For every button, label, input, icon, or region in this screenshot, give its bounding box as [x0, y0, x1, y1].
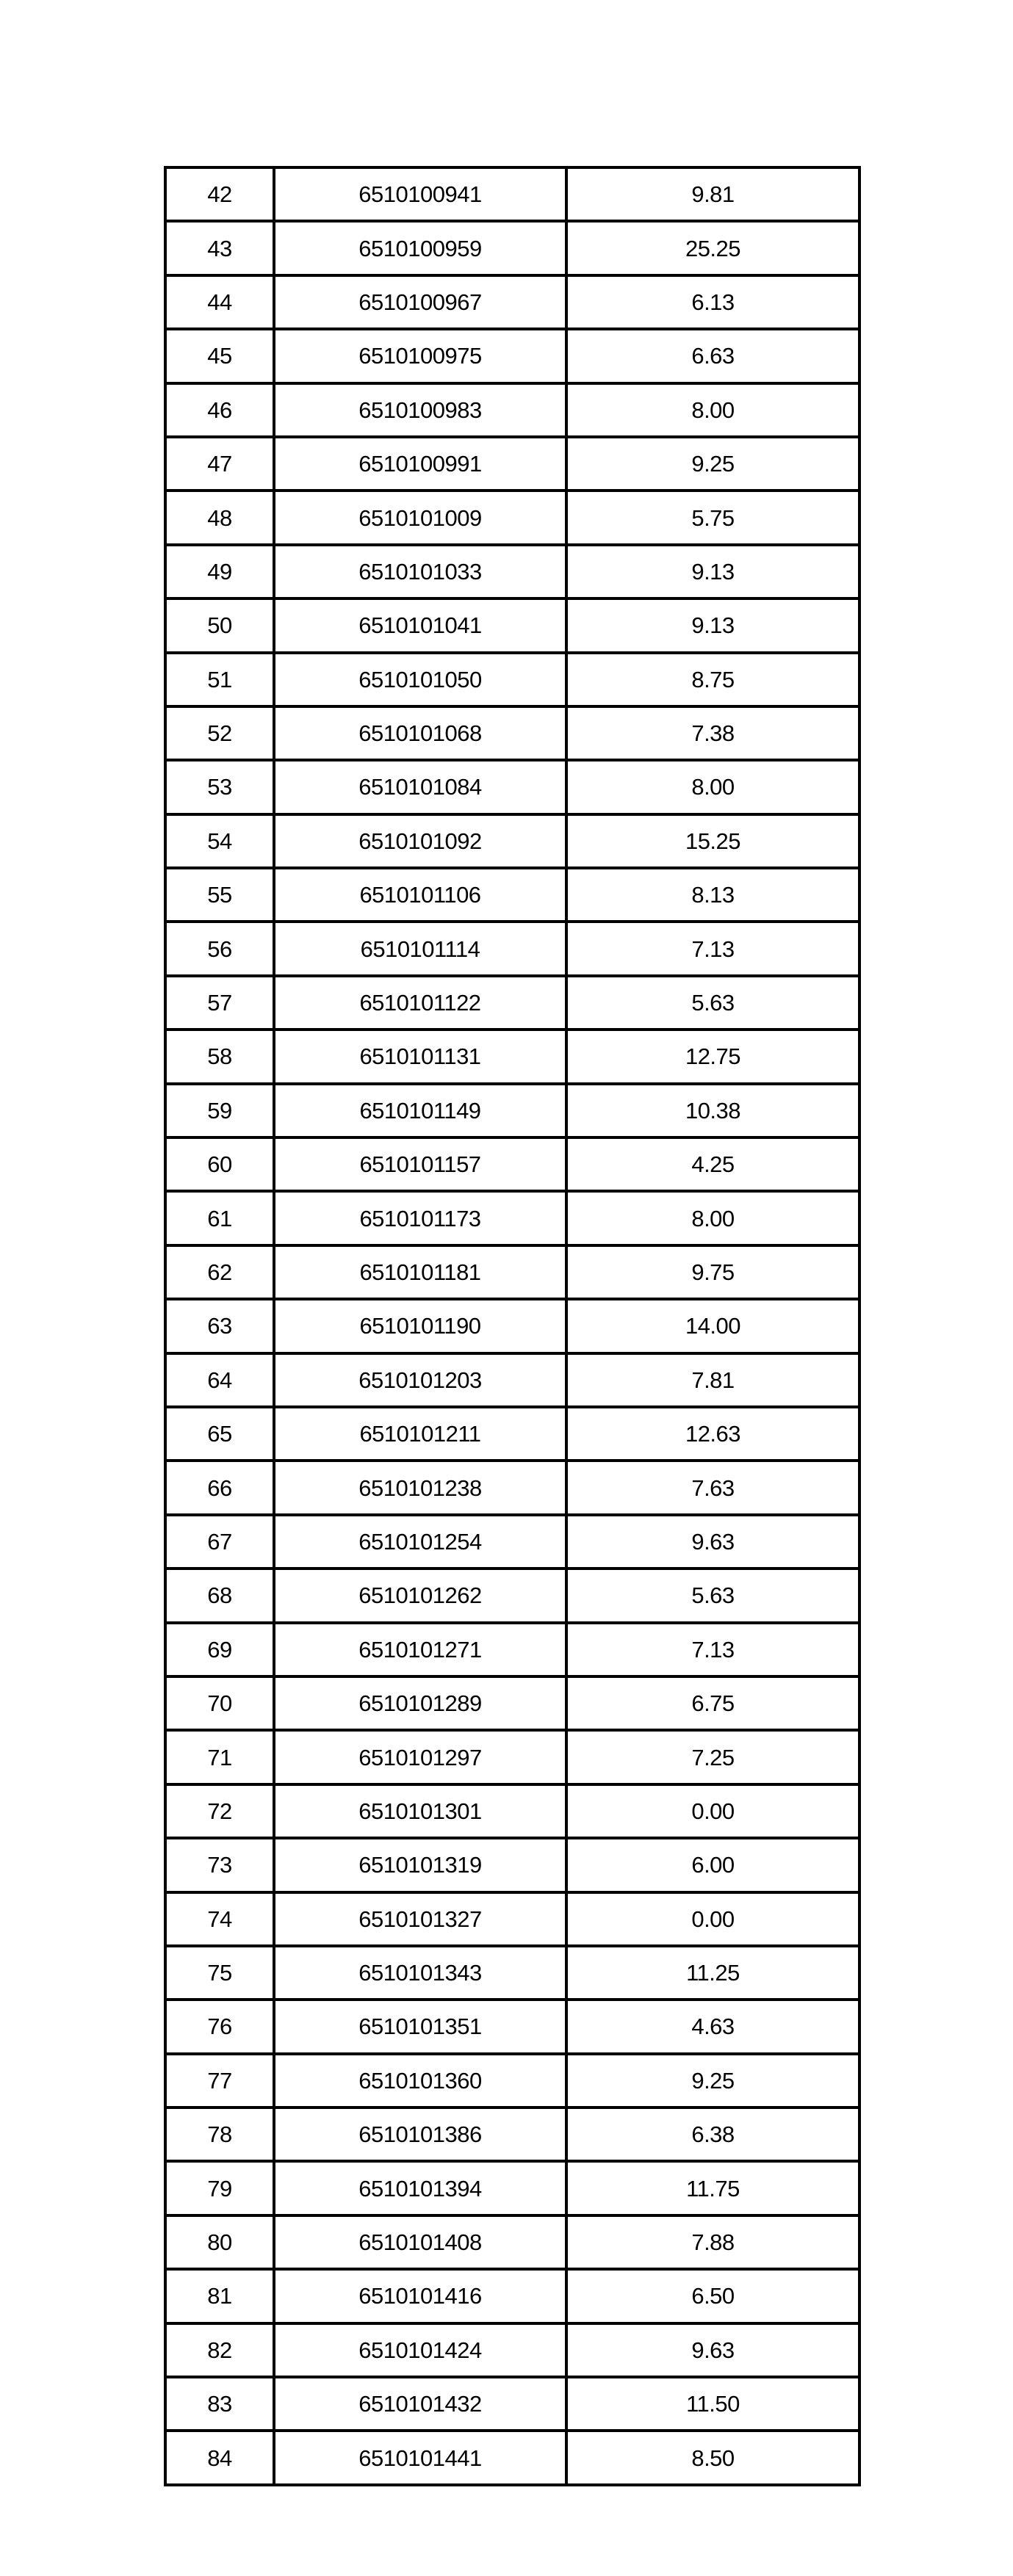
row-number-cell: 64	[165, 1353, 274, 1407]
table-row	[165, 167, 859, 221]
student-id-cell: 6510101254	[274, 1515, 566, 1569]
score-cell: 10.38	[566, 1084, 859, 1137]
row-number-cell: 71	[165, 1730, 274, 1784]
score-cell: 11.25	[566, 1946, 859, 2000]
score-cell: 7.88	[566, 2215, 859, 2269]
student-id-cell: 6510101386	[274, 2108, 566, 2161]
score-cell: 7.13	[566, 1623, 859, 1676]
row-number-cell: 80	[165, 2215, 274, 2269]
score-cell: 7.81	[566, 1353, 859, 1407]
table-row	[165, 2323, 859, 2377]
row-number-cell: 49	[165, 545, 274, 598]
table-row	[165, 868, 859, 922]
student-id-cell: 6510100967	[274, 275, 566, 329]
row-number-cell: 47	[165, 437, 274, 491]
student-id-cell: 6510101262	[274, 1569, 566, 1622]
score-cell: 4.25	[566, 1137, 859, 1191]
table-row	[165, 1676, 859, 1730]
table-row	[165, 275, 859, 329]
table-row	[165, 1137, 859, 1191]
student-id-cell: 6510101106	[274, 868, 566, 922]
row-number-cell: 68	[165, 1569, 274, 1622]
table-row	[165, 1407, 859, 1461]
student-id-cell: 6510101408	[274, 2215, 566, 2269]
row-number-cell: 52	[165, 706, 274, 760]
table-row	[165, 1353, 859, 1407]
table-row	[165, 2108, 859, 2161]
table-row	[165, 2269, 859, 2323]
table-row	[165, 437, 859, 491]
student-id-cell: 6510101181	[274, 1245, 566, 1299]
score-cell: 9.25	[566, 437, 859, 491]
table-row	[165, 1892, 859, 1946]
student-id-cell: 6510101416	[274, 2269, 566, 2323]
row-number-cell: 66	[165, 1461, 274, 1514]
row-number-cell: 81	[165, 2269, 274, 2323]
score-cell: 8.00	[566, 383, 859, 437]
row-number-cell: 51	[165, 653, 274, 706]
table-row	[165, 1946, 859, 2000]
score-cell: 6.75	[566, 1676, 859, 1730]
row-number-cell: 46	[165, 383, 274, 437]
score-cell: 8.00	[566, 1191, 859, 1245]
student-id-cell: 6510101394	[274, 2161, 566, 2215]
row-number-cell: 65	[165, 1407, 274, 1461]
row-number-cell: 62	[165, 1245, 274, 1299]
score-cell: 12.75	[566, 1030, 859, 1083]
table-row	[165, 1084, 859, 1137]
score-cell: 9.75	[566, 1245, 859, 1299]
row-number-cell: 72	[165, 1784, 274, 1838]
table-row	[165, 2431, 859, 2484]
score-cell: 5.63	[566, 1569, 859, 1622]
table-row	[165, 1461, 859, 1514]
score-cell: 25.25	[566, 221, 859, 275]
table-row	[165, 491, 859, 544]
row-number-cell: 83	[165, 2377, 274, 2431]
row-number-cell: 74	[165, 1892, 274, 1946]
score-cell: 11.50	[566, 2377, 859, 2431]
score-cell: 9.63	[566, 2323, 859, 2377]
table-row	[165, 2215, 859, 2269]
score-cell: 7.25	[566, 1730, 859, 1784]
row-number-cell: 78	[165, 2108, 274, 2161]
score-cell: 7.13	[566, 922, 859, 975]
score-cell: 5.75	[566, 491, 859, 544]
score-cell: 4.63	[566, 2000, 859, 2053]
table-row	[165, 760, 859, 814]
row-number-cell: 84	[165, 2431, 274, 2484]
student-id-cell: 6510101238	[274, 1461, 566, 1514]
student-id-cell: 6510101114	[274, 922, 566, 975]
score-cell: 7.38	[566, 706, 859, 760]
student-id-cell: 6510101173	[274, 1191, 566, 1245]
score-cell: 8.13	[566, 868, 859, 922]
row-number-cell: 63	[165, 1299, 274, 1353]
score-cell: 15.25	[566, 814, 859, 868]
student-id-cell: 6510101289	[274, 1676, 566, 1730]
student-id-cell: 6510101041	[274, 598, 566, 652]
table-row	[165, 1784, 859, 1838]
row-number-cell: 58	[165, 1030, 274, 1083]
score-cell: 8.50	[566, 2431, 859, 2484]
row-number-cell: 44	[165, 275, 274, 329]
row-number-cell: 67	[165, 1515, 274, 1569]
student-id-cell: 6510101122	[274, 976, 566, 1030]
table-row	[165, 922, 859, 975]
score-cell: 9.13	[566, 598, 859, 652]
row-number-cell: 55	[165, 868, 274, 922]
row-number-cell: 69	[165, 1623, 274, 1676]
row-number-cell: 82	[165, 2323, 274, 2377]
row-number-cell: 57	[165, 976, 274, 1030]
table-row	[165, 545, 859, 598]
table-row	[165, 1191, 859, 1245]
score-cell: 5.63	[566, 976, 859, 1030]
row-number-cell: 54	[165, 814, 274, 868]
student-id-cell: 6510101327	[274, 1892, 566, 1946]
student-id-cell: 6510101319	[274, 1838, 566, 1892]
student-id-cell: 6510100983	[274, 383, 566, 437]
row-number-cell: 73	[165, 1838, 274, 1892]
score-table-body	[165, 167, 859, 2485]
score-cell: 6.38	[566, 2108, 859, 2161]
score-cell: 9.25	[566, 2054, 859, 2108]
student-id-cell: 6510101068	[274, 706, 566, 760]
score-cell: 7.63	[566, 1461, 859, 1514]
table-row	[165, 383, 859, 437]
table-row	[165, 1838, 859, 1892]
row-number-cell: 77	[165, 2054, 274, 2108]
table-row	[165, 2377, 859, 2431]
table-row	[165, 598, 859, 652]
score-cell: 8.75	[566, 653, 859, 706]
row-number-cell: 50	[165, 598, 274, 652]
score-cell: 11.75	[566, 2161, 859, 2215]
student-id-cell: 6510101203	[274, 1353, 566, 1407]
student-id-cell: 6510100941	[274, 167, 566, 221]
student-id-cell: 6510101424	[274, 2323, 566, 2377]
table-row	[165, 976, 859, 1030]
row-number-cell: 45	[165, 329, 274, 383]
row-number-cell: 42	[165, 167, 274, 221]
student-id-cell: 6510101343	[274, 1946, 566, 2000]
score-cell: 6.13	[566, 275, 859, 329]
table-row	[165, 221, 859, 275]
table-row	[165, 706, 859, 760]
student-id-cell: 6510101149	[274, 1084, 566, 1137]
score-cell: 9.81	[566, 167, 859, 221]
student-id-cell: 6510101211	[274, 1407, 566, 1461]
row-number-cell: 59	[165, 1084, 274, 1137]
row-number-cell: 53	[165, 760, 274, 814]
table-row	[165, 329, 859, 383]
student-id-cell: 6510101351	[274, 2000, 566, 2053]
row-number-cell: 79	[165, 2161, 274, 2215]
table-row	[165, 814, 859, 868]
row-number-cell: 48	[165, 491, 274, 544]
table-row	[165, 1730, 859, 1784]
score-table	[164, 166, 861, 2486]
student-id-cell: 6510100975	[274, 329, 566, 383]
table-row	[165, 1569, 859, 1622]
student-id-cell: 6510100991	[274, 437, 566, 491]
score-cell: 6.63	[566, 329, 859, 383]
student-id-cell: 6510101271	[274, 1623, 566, 1676]
student-id-cell: 6510101190	[274, 1299, 566, 1353]
table-row	[165, 1623, 859, 1676]
table-row	[165, 653, 859, 706]
student-id-cell: 6510101432	[274, 2377, 566, 2431]
student-id-cell: 6510100959	[274, 221, 566, 275]
table-row	[165, 2161, 859, 2215]
row-number-cell: 56	[165, 922, 274, 975]
student-id-cell: 6510101009	[274, 491, 566, 544]
student-id-cell: 6510101092	[274, 814, 566, 868]
score-cell: 9.63	[566, 1515, 859, 1569]
table-row	[165, 2000, 859, 2053]
score-cell: 12.63	[566, 1407, 859, 1461]
student-id-cell: 6510101441	[274, 2431, 566, 2484]
student-id-cell: 6510101084	[274, 760, 566, 814]
table-row	[165, 1030, 859, 1083]
student-id-cell: 6510101131	[274, 1030, 566, 1083]
score-cell: 8.00	[566, 760, 859, 814]
table-row	[165, 2054, 859, 2108]
row-number-cell: 75	[165, 1946, 274, 2000]
score-cell: 0.00	[566, 1892, 859, 1946]
row-number-cell: 70	[165, 1676, 274, 1730]
score-cell: 0.00	[566, 1784, 859, 1838]
score-cell: 9.13	[566, 545, 859, 598]
student-id-cell: 6510101301	[274, 1784, 566, 1838]
student-id-cell: 6510101033	[274, 545, 566, 598]
row-number-cell: 61	[165, 1191, 274, 1245]
table-row	[165, 1245, 859, 1299]
score-cell: 6.00	[566, 1838, 859, 1892]
student-id-cell: 6510101297	[274, 1730, 566, 1784]
row-number-cell: 76	[165, 2000, 274, 2053]
score-cell: 6.50	[566, 2269, 859, 2323]
student-id-cell: 6510101050	[274, 653, 566, 706]
score-cell: 14.00	[566, 1299, 859, 1353]
table-row	[165, 1299, 859, 1353]
row-number-cell: 43	[165, 221, 274, 275]
row-number-cell: 60	[165, 1137, 274, 1191]
student-id-cell: 6510101157	[274, 1137, 566, 1191]
table-row	[165, 1515, 859, 1569]
student-id-cell: 6510101360	[274, 2054, 566, 2108]
